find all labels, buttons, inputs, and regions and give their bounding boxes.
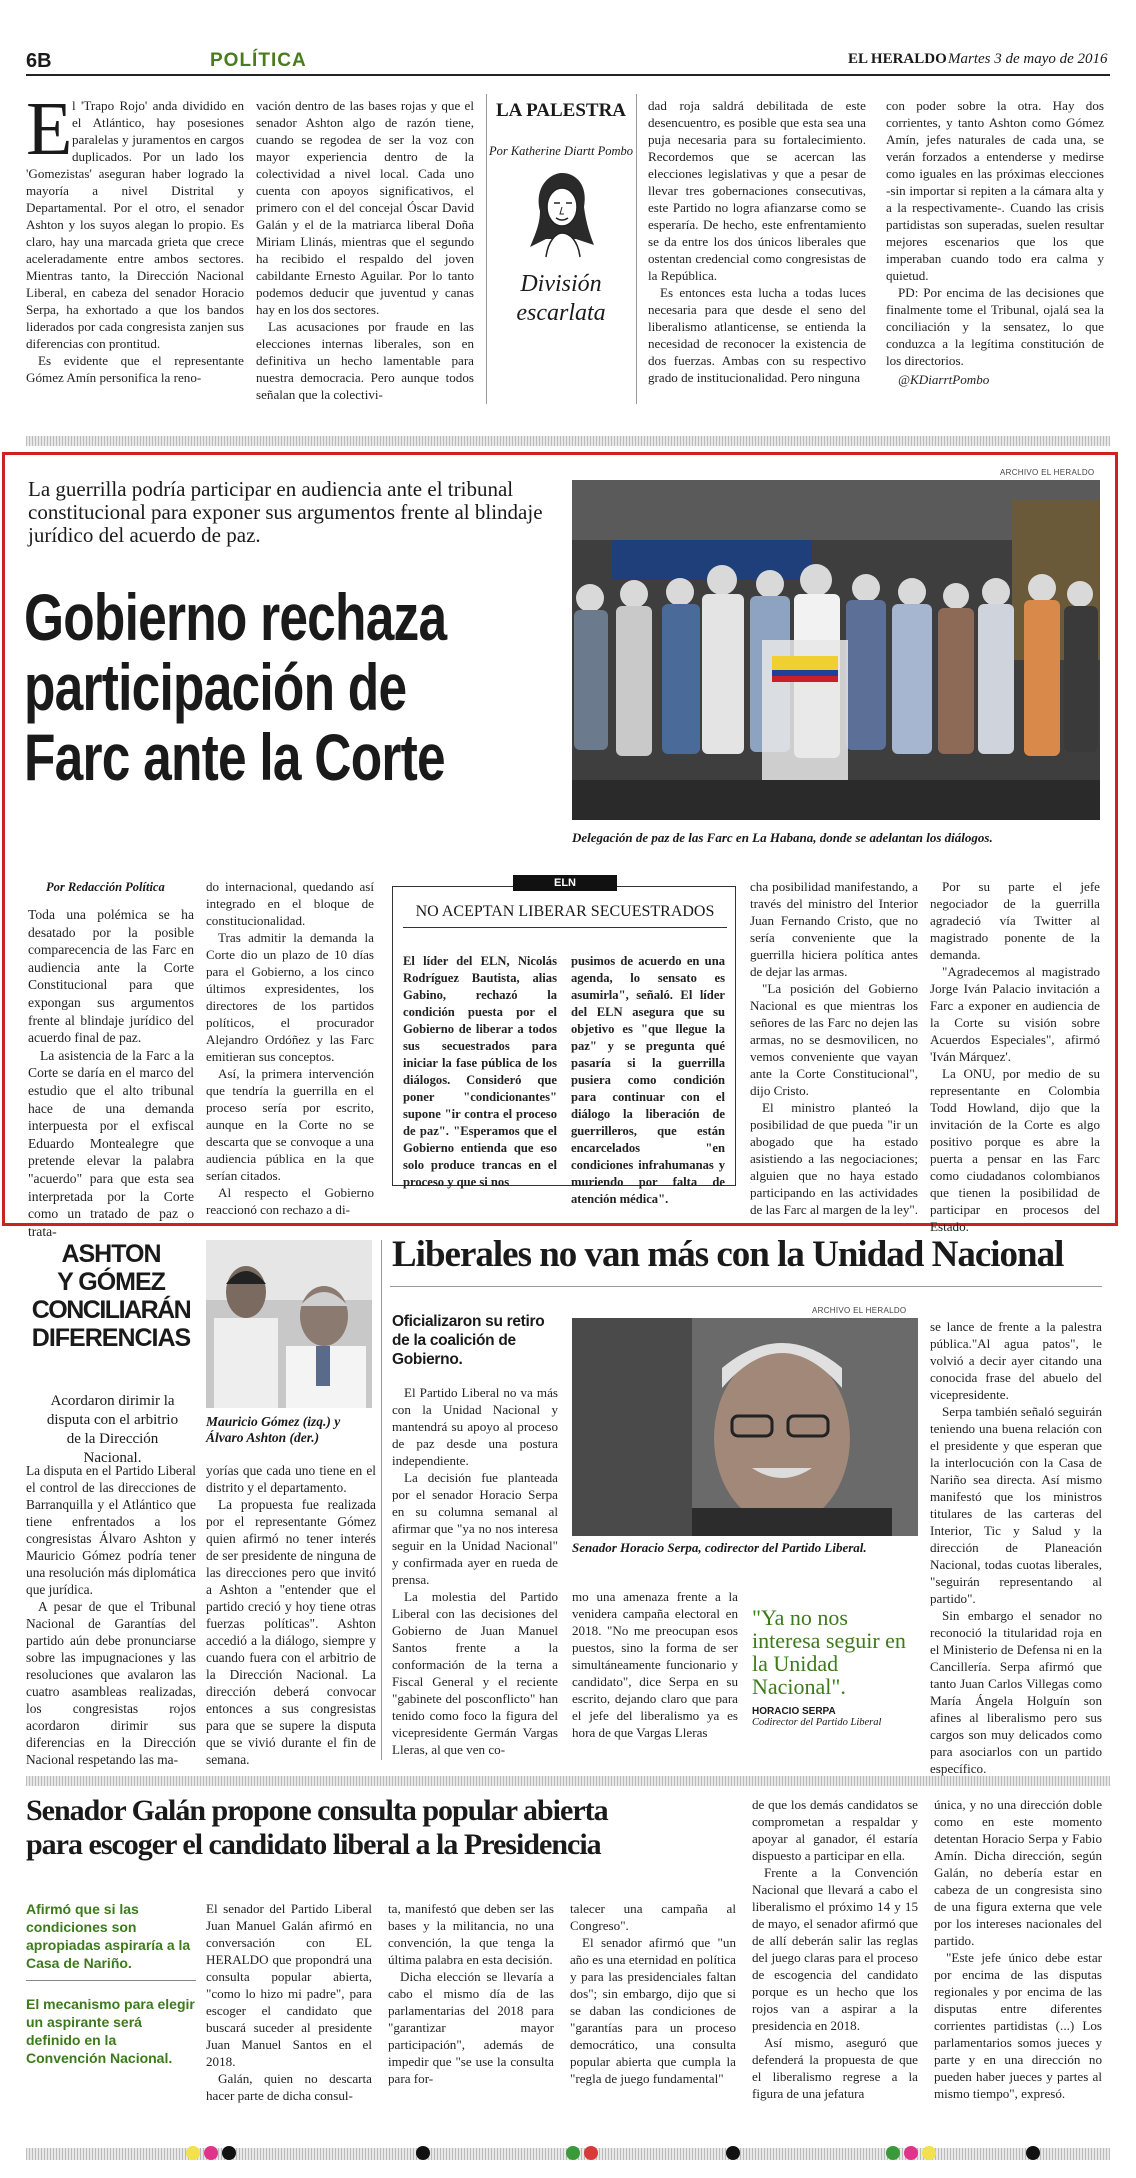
dek: Acordaron dirimir la disputa con el arbitrio de la Dirección Nacional.: [46, 1393, 179, 1466]
column-text: [934, 1796, 1102, 2102]
headline: [24, 582, 574, 792]
paragraph: Es evidente que el representante Gómez Amín personifica la reno-: [26, 353, 244, 385]
column-rule: [381, 1240, 382, 1760]
paragraph: ta, manifestó que deben ser las bases y la militancia, no una convención, la que tenga la última palabra en esta decisión.: [388, 1901, 554, 1967]
register-mark: [416, 2146, 430, 2160]
column-text: [28, 906, 194, 1240]
magenta-mark: [204, 2146, 218, 2160]
red-mark: [584, 2146, 598, 2160]
paragraph: do internacional, quedando así integrado en el bloque de constitucionalidad.: [206, 879, 374, 928]
registration-marks: [186, 2146, 1046, 2162]
palestra-box: [487, 94, 635, 404]
headline: [26, 1794, 752, 1862]
paragraph: con poder sobre la otra. Hay dos corrientes, y tanto Ashton como Gómez Amín, jefes naturales de cada una, se verán forzados a entenderse y medirse como iguales en las próximas elecciones -sin importar si repiten a la cámara alta y a la respectivamente-. Cuando las crisis partidistas son superadas, suelen resultar mejores escenarios que los que imperaban cuando todo era calma y quietud.: [886, 98, 1104, 283]
photo-caption: Senador Horacio Serpa, codirector del Partido Liberal.: [572, 1540, 867, 1555]
green-mark: [886, 2146, 900, 2160]
palestra-byline: Por Katherine Diartt Pombo: [488, 144, 634, 158]
column-text: [752, 1796, 918, 2102]
paragraph: La asistencia de la Farc a la Corte se daría en el marco del estudio que el alto tribunal hace de una demanda interpuesta por el exfiscal Eduardo Montealegre que pretende elevar la palabra "acuerdo" para que esta sea interpretada por la Corte como un tratado de paz o trata-: [28, 1047, 194, 1239]
column-text: [930, 1318, 1102, 1777]
byline: Por Redacción Política: [46, 880, 165, 894]
paragraph: La molestia del Partido Liberal con las decisiones del Gobierno de Juan Manuel Santos frente a la conformación de la terna a Fiscal General y el reciente "gabinete del posconflicto" han tenido como foco la figura del vicepresidente Germán Vargas Lleras, al que ven co-: [392, 1589, 558, 1757]
headline-rule: [390, 1286, 1102, 1287]
section-divider: [26, 436, 1110, 446]
quote-role: Codirector del Partido Liberal: [752, 1717, 882, 1728]
column-text: [886, 97, 1104, 388]
box-title: NO ACEPTAN LIBERAR SECUESTRADOS: [403, 903, 727, 928]
paragraph: Así, la primera intervención que tendría la guerrilla en el proceso sería por escrito, aunque en la Corte no se descarta que se convoque a una audiencia pública en la que serían citados.: [206, 1066, 374, 1183]
story-kicker: La guerrilla podría participar en audiencia ante el tribunal constitucional para exponer sus argumentos frente al blindaje jurídico del acuerdo de paz.: [28, 477, 543, 547]
column-text: [570, 1900, 736, 2087]
dek: Afirmó que si las condiciones son apropiadas aspiraría a la Casa de Nariño.: [26, 1900, 196, 1981]
paragraph: "Este jefe único debe estar por encima de las disputas regionales y por encima de las disputas entre diferentes corrientes partidistas (...) Los parlamentarios somos jueces y parte y en una dirección no pueden haber jueces y partes al mismo tiempo", expresó.: [934, 1950, 1102, 2101]
headline: Liberales no van más con la Unidad Nacional: [392, 1234, 1064, 1275]
paragraph: El senador afirmó que "un año es una eternidad en política y para las presidenciales faltan dos"; sin embargo, dijo que si se daban las condiciones de "garantías para un proceso democrático, una consulta popular abierta que cumpla la "regla de juego fundamental": [570, 1935, 736, 2086]
column-text: [206, 1462, 376, 1768]
pull-quote: [752, 1606, 918, 1728]
column-text: [572, 1588, 738, 1741]
paragraph: Tras admitir la demanda la Corte dio un plazo de 10 días para el Gobierno, a los cinco últimos expresidentes, los directores de los partidos políticos, el procurador Alejandro Ordóñez y las Farc emitieran sus conceptos.: [206, 930, 374, 1064]
header-rule: [26, 74, 1110, 76]
column-text: [648, 97, 866, 386]
column-text: [930, 878, 1100, 1235]
column-text: [392, 1384, 558, 1758]
paper-name: EL HERALDO: [848, 51, 947, 67]
photo-caption: Mauricio Gómez (izq.) y Álvaro Ashton (der.): [206, 1414, 341, 1445]
paragraph: Toda una polémica se ha desatado por la posible comparecencia de las Farc en audiencia ante la Corte Constitucional para que expongan sus argumentos frente al blindaje jurídico del acuerdo final de paz.: [28, 907, 194, 1046]
paragraph: Frente a la Convención Nacional que llevará a cabo el liberalismo el próximo 14 y 15 de mayo, el senador afirmó que de allí deberán salir las reglas del juego claras para el proceso de escogencia del candidato porque es un hecho que los rojos van a aspirar a la presidencia en 2018.: [752, 1865, 918, 2033]
paragraph: se lance de frente a la palestra pública."Al agua patos", le volvió a decir ayer citando una conocida frase del abuelo del vicepresidente.: [930, 1319, 1102, 1402]
paragraph: La disputa en el Partido Liberal el control de las direcciones de Barranquilla y el Atlántico que tiene enfrentados a los congresistas Álvaro Ashton y Mauricio Gómez podría tener una resolución más diplomática que jurídica.: [26, 1463, 196, 1597]
photo-credit: ARCHIVO EL HERALDO: [1000, 468, 1095, 477]
section-name: POLÍTICA: [210, 50, 307, 71]
paragraph: Galán, quien no descarta hacer parte de dicha consul-: [206, 2071, 372, 2103]
paragraph: La ONU, por medio de su representante en Colombia Todd Howland, dijo que la invitación de la Corte es algo positivo porque es abre la puerta a pensar en las Farc como ciudadanos colombianos que tienen la posibilidad de participar en procesos del Estado.: [930, 1066, 1100, 1234]
columnist-handle: @KDiarrtPombo: [898, 372, 990, 387]
page-date: Martes 3 de mayo de 2016: [948, 51, 1108, 67]
paragraph: Las acusaciones por fraude en las elecciones internas liberales, son en definitiva un hecho lamentable para nuestra democracia. Pero aunque todos señalan que la colectivi-: [256, 319, 474, 402]
register-mark: [726, 2146, 740, 2160]
politicians-image: [206, 1240, 372, 1408]
headline-line: Farc ante la Corte: [24, 720, 445, 794]
headline-line: Senador Galán propone consulta popular abierta: [26, 1794, 608, 1827]
columnist-portrait: [516, 167, 606, 259]
press-conference-image: [572, 480, 1100, 820]
box-column: pusimos de acuerdo en una agenda, lo sensato es asumirla", señaló. El líder del ELN asegura que su objetivo es "que llegue la paz" y se pregunta qué pasaría si la guerrilla pusiera como condición para continuar con el diálogo la liberación de guerrilleros, que están encarcelados "en condiciones infrahumanas y muriendo por falta de atención médica".: [571, 954, 725, 1206]
paragraph: "La posición del Gobierno Nacional es que mientras los señores de las Farc no dejen las armas, no se desmovilicen, no vemos conveniente que vayan ante la Corte Constitucional", dijo Cristo.: [750, 981, 918, 1098]
headline-line: DIFERENCIAS: [31, 1324, 191, 1352]
column-text: [26, 1462, 196, 1768]
cyan-mark: [186, 2146, 200, 2160]
photo-caption: Delegación de paz de las Farc en La Habana, donde se adelantan los diálogos.: [572, 830, 993, 845]
dek: Oficializaron su retiro de la coalición de Gobierno.: [392, 1313, 545, 1368]
paragraph: A pesar de que el Tribunal Nacional de Garantías del partido aún debe pronunciarse sobre las impugnaciones y las resoluciones que avalaron las cuatro asambleas realizadas, los congresistas rojos acordaron dirimir sus diferencias en la Dirección Nacional respetando las ma-: [26, 1599, 196, 1767]
column-text: [750, 878, 918, 1218]
column-text: [206, 1900, 372, 2104]
paragraph: Es entonces esta lucha a todas luces necesaria para que desde el seno del liberalismo atlanticense, se entienda la necesidad de reconocer la existencia de dos fuerzas. Ambas con su respectivo grado de institucionalidad. Pero ninguna: [648, 285, 866, 385]
paragraph: La decisión fue planteada por el senador Horacio Serpa en su columna semanal al afirmar que "ya no nos interesa seguir en la Unidad Nacional" y confirmada ayer en rueda de prensa.: [392, 1470, 558, 1587]
headline-line: CONCILIARÁN: [31, 1296, 191, 1324]
palestra-subtitle: División escarlata: [516, 271, 606, 326]
eln-box: [392, 877, 736, 1206]
quote-name: HORACIO SERPA: [752, 1706, 836, 1717]
headline-line: Y GÓMEZ: [57, 1268, 165, 1296]
palestra-title: LA PALESTRA: [495, 100, 627, 121]
column-rule: [636, 94, 637, 404]
column-text: [256, 97, 474, 403]
paragraph: única, y no una dirección doble como en este momento detentan Horacio Serpa y Fabio Amín. Dicha dirección, según Galán, no debería estar en cabeza de un congresista sino de una figura externa que vele por los intereses nacionales del partido.: [934, 1797, 1102, 1948]
paragraph: de que los demás candidatos se comprometan a respaldar y apoyar al ganador, él estaría dispuesto a participar en ella.: [752, 1797, 918, 1863]
box-tag: ELN: [513, 875, 617, 891]
page-number: 6B: [26, 50, 52, 72]
paragraph: l 'Trapo Rojo' anda dividido en el Atlántico, hay posesiones paralelas y juramentos en cargos duplicados. Por un lado los 'Gomezistas' aseguran haber logrado la mayoría a nivel Distrital y Departamental. Por el otro, el senador Ashton y los suyos alegan lo propio. Es claro, hay una marcada grieta que crece aceleradamente entre ambos sectores. Mientras tanto, la Dirección Nacional Liberal, en cabeza del senador Horacio Serpa, ha exhortado a que los bandos liderados por cada congresista zanjen sus diferencias con prontitud.: [26, 98, 244, 351]
paragraph: El Partido Liberal no va más con la Unidad Nacional y mantendrá su apoyo al proceso de paz desde una postura independiente.: [392, 1385, 558, 1468]
paragraph: vación dentro de las bases rojas y que el senador Ashton algo de razón tiene, cuando se regodea de ser la voz con mayor experiencia dentro de la colectividad a nivel local. Cada uno cuenta con apoyos significativos, el primero con el del concejal Óscar David Galán y el de la matriarca liberal Doña Miriam Llinás, mientras que el segundo ha recibido el respaldo del joven cabildante Ernesto Aguilar. Por lo tanto podemos deducir que juventud y canas hay en los dos sectores.: [256, 98, 474, 317]
paragraph: Serpa también señaló seguirán teniendo una buena relación con el presidente y que esperan que la interlocución con la Casa de Nariño sea directa. Así mismo manifestó que los ministros titulares de las carteras del Interior, Tic y Salud y la dirección de Planeación Nacional, todas cuotas liberales, "seguirán representando al partido".: [930, 1404, 1102, 1606]
paragraph: yorías que cada uno tiene en el distrito y el departamento.: [206, 1463, 376, 1495]
column-text: [206, 878, 374, 1218]
headline-line: ASHTON: [61, 1240, 161, 1268]
paragraph: La propuesta fue realizada por el representante Gómez quien afirmó no tener interés de ser presidente de ninguna de las direcciones pero que invitó a Ashton a "entender que el partido creció y hoy tiene otras fuerzas políticas". Ashton accedió a la diálogo, siempre y cuando fuera con el arbitrio de la Dirección Nacional. La dirección deberá convocar entonces a sus congresistas para que se supere la disputa que se vivió durante el fin de semana.: [206, 1497, 376, 1767]
gomez-ashton-photo: [206, 1240, 372, 1408]
dek: El mecanismo para elegir un aspirante será definido en la Convención Nacional.: [26, 1996, 195, 2066]
headline-line: Gobierno rechaza: [24, 580, 447, 654]
register-mark: [1026, 2146, 1040, 2160]
yellow-mark: [922, 2146, 936, 2160]
quote-text: "Ya no nos interesa seguir en la Unidad Nacional".: [752, 1605, 906, 1699]
paragraph: PD: Por encima de las decisiones que finalmente tome el Tribunal, ojalá sea la conciliación y la sensatez, lo que conduzca a la legítima constitución de los directorios.: [886, 285, 1104, 368]
paragraph: Dicha elección se llevaría a cabo el mismo día de las parlamentarias del 2018 para "garantizar mayor participación", además de impedir que "se use la consulta para for-: [388, 1969, 554, 2086]
dek-block: [26, 1900, 196, 2067]
serpa-photo: [572, 1318, 918, 1536]
paragraph: talecer una campaña al Congreso".: [570, 1901, 736, 1933]
paragraph: Así mismo, aseguró que defenderá la propuesta de que el liberalismo regrese a la figura de una jefatura: [752, 2035, 918, 2101]
paragraph: Al respecto el Gobierno reaccionó con rechazo a di-: [206, 1185, 374, 1217]
column-text: [26, 87, 244, 386]
headline-line: participación de: [24, 650, 407, 724]
paragraph: dad roja saldrá debilitada de este desencuentro, es posible que esta sea una puja necesaria para su fortalecimiento. Recordemos que se acercan las elecciones legislativas y que a pesar de llevar tres gobernaciones consecutivas, este Partido no logra afianzarse como se esperaría. De hecho, este enfrentamiento se da entre los dos únicos liberales que ostentan credencial como congresistas de la República.: [648, 98, 866, 283]
paragraph: Sin embargo el senador no reconoció la titularidad roja en el Ministerio de Defensa ni en la Cancillería. Serpa afirmó que tanto Juan Carlos Villegas como María Ángela Holguín son afines al liberalismo pero sus cargos son muy delicados como para asociarlos con un partido específico.: [930, 1608, 1102, 1776]
paragraph: mo una amenaza frente a la venidera campaña electoral en 2018. "No me preocupan esos puestos, sino la forma de ser simultáneamente funcionario y candidato", dice Serpa en su escrito, dejando claro que para el jefe del liberalismo ya es hora de que Vargas Lleras: [572, 1589, 738, 1740]
headline: [26, 1240, 196, 1352]
headline-line: para escoger el candidato liberal a la Presidencia: [26, 1828, 601, 1861]
section-divider: [26, 1776, 1110, 1786]
column-text: [388, 1900, 554, 2087]
paragraph: El senador del Partido Liberal Juan Manuel Galán afirmó en conversación con EL HERALDO que propondrá una consulta popular abierta, "como lo hizo mi padre", para escoger el candidato que buscará suceder al presidente Juan Manuel Santos en el 2018.: [206, 1901, 372, 2069]
photo-credit: ARCHIVO EL HERALDO: [812, 1306, 907, 1315]
portrait-image: [572, 1318, 918, 1536]
paragraph: El ministro planteó la posibilidad de que pueda "ir un abogado que ha estado asistiendo a las negociaciones; alguien que no haya estado participando en las actividades de las Farc al margen de la ley".: [750, 1100, 918, 1217]
paragraph: cha posibilidad manifestando, a través del ministro del Interior Juan Fernando Cristo, que no sería conveniente que la guerrilla hiciera política antes de dejar las armas.: [750, 879, 918, 979]
key-mark: [222, 2146, 236, 2160]
magenta-mark: [904, 2146, 918, 2160]
green-mark: [566, 2146, 580, 2160]
farc-delegation-photo: [572, 480, 1100, 820]
paragraph: Por su parte el jefe negociador de la guerrilla agradeció vía Twitter al magistrado ponente de la demanda.: [930, 879, 1100, 962]
box-column: El líder del ELN, Nicolás Rodríguez Bautista, alias Gabino, rechazó la condición puesta por el Gobierno de liberar a todos sus secuestrados para iniciar la fase pública de los diálogos. Consideró que poner "condicionantes" supone "ir contra el proceso de paz". "Esperamos que el Gobierno entienda que eso solo produce trancas en el proceso y que si nos: [403, 954, 557, 1189]
paragraph: "Agradecemos al magistrado Jorge Iván Palacio invitación a Farc a exponer en audiencia de la Corte su visión sobre Acuerdos Especiales", afirmó 'Iván Márquez'.: [930, 964, 1100, 1064]
drop-cap: E: [26, 87, 73, 171]
